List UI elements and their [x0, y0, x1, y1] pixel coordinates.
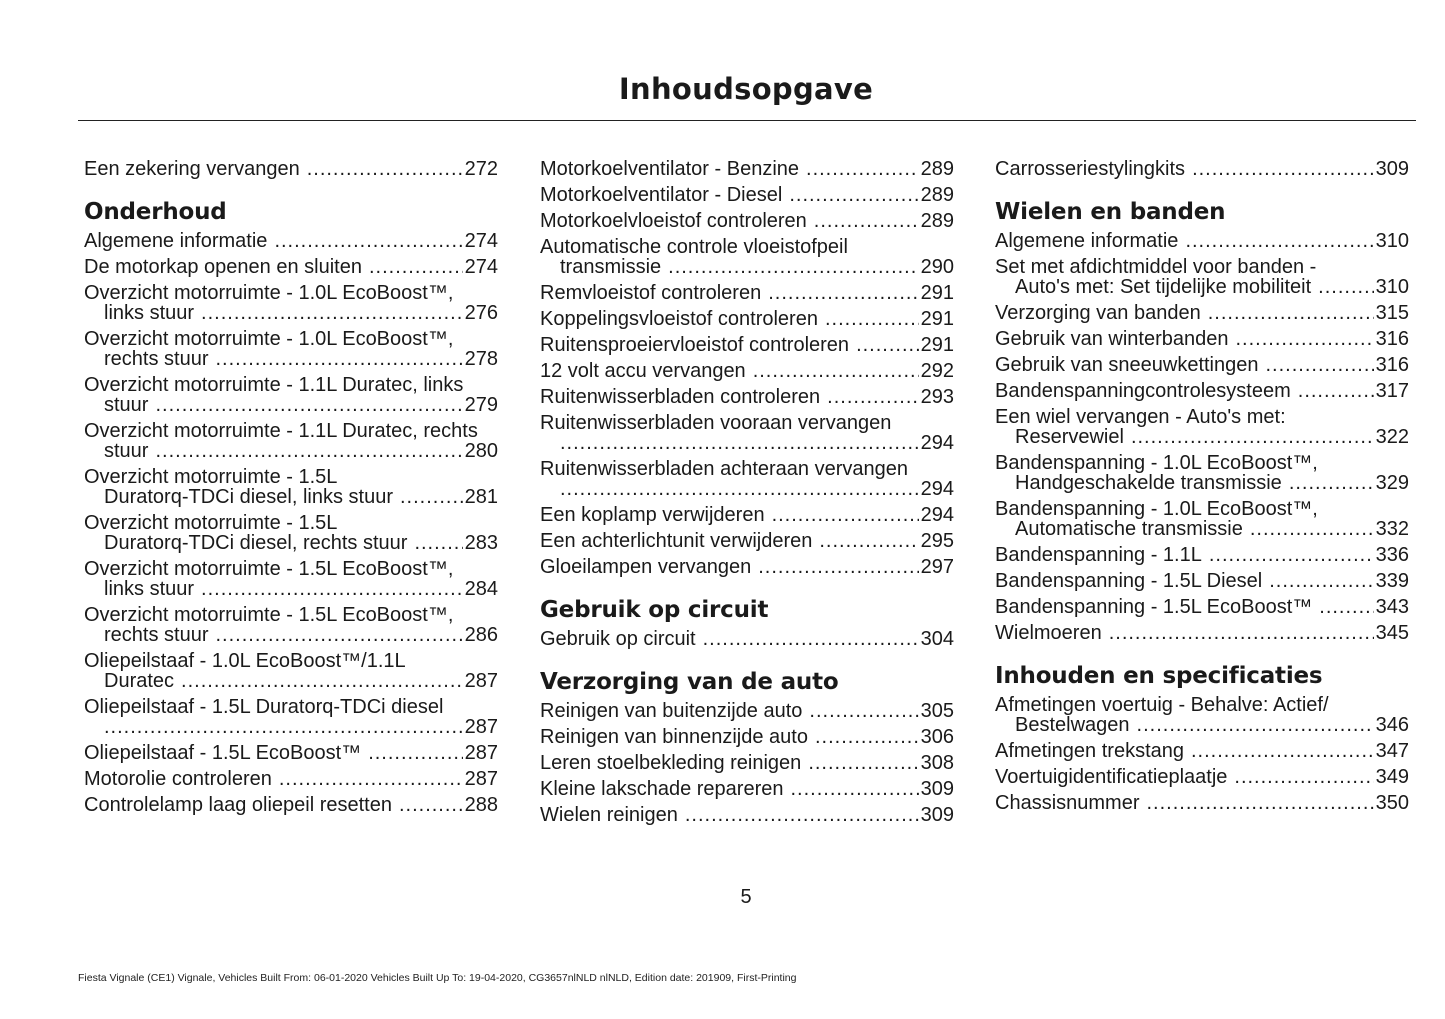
toc-entry-title: Overzicht motorruimte - 1.5L — [84, 466, 338, 488]
toc-entry-title: Oliepeilstaaf - 1.5L EcoBoost™ — [84, 742, 362, 764]
toc-entry-continuation — [84, 625, 498, 645]
toc-entry-title: Een achterlichtunit verwijderen — [540, 530, 813, 552]
dot-leader — [808, 753, 918, 773]
toc-entry-title: Voertuigidentificatieplaatje — [995, 766, 1228, 788]
toc-entry-page: 278 — [464, 348, 498, 370]
page-title: Inhoudsopgave — [618, 72, 874, 106]
dot-leader — [1234, 767, 1373, 787]
toc-entry[interactable] — [995, 355, 1409, 375]
toc-entry-title: Carrosseriestylingkits — [995, 158, 1186, 180]
toc-entry-continuation — [995, 715, 1409, 735]
toc-entry[interactable] — [540, 387, 954, 407]
dot-leader — [758, 557, 918, 577]
toc-entry-page: 289 — [920, 158, 954, 180]
toc-entry-page: 309 — [920, 778, 954, 800]
toc-entry[interactable] — [84, 513, 498, 553]
toc-entry-page: 317 — [1375, 380, 1409, 402]
toc-entry[interactable] — [84, 795, 498, 815]
toc-entry-page: 272 — [464, 158, 498, 180]
toc-entry[interactable] — [84, 257, 498, 277]
toc-entry-title-cont: links stuur — [104, 578, 195, 600]
toc-entry[interactable] — [84, 605, 498, 645]
toc-entry-page: 288 — [464, 794, 498, 816]
toc-entry-title-cont: Duratorq-TDCi diesel, links stuur — [104, 486, 393, 508]
dot-leader — [1208, 303, 1374, 323]
dot-leader — [856, 335, 919, 355]
section-heading: Gebruik op circuit — [540, 597, 769, 623]
dot-leader — [806, 159, 919, 179]
page-number: 5 — [740, 886, 752, 908]
toc-entry-page: 279 — [464, 394, 498, 416]
toc-entry-page: 287 — [464, 716, 498, 738]
dot-leader — [815, 727, 919, 747]
toc-entry[interactable] — [84, 559, 498, 599]
dot-leader — [201, 303, 463, 323]
toc-entry-page: 295 — [920, 530, 954, 552]
toc-entry-page: 287 — [464, 768, 498, 790]
dot-leader — [1191, 741, 1374, 761]
toc-entry[interactable] — [540, 459, 954, 499]
toc-entry-continuation — [84, 717, 498, 737]
toc-entry[interactable] — [540, 361, 954, 381]
dot-leader — [307, 159, 463, 179]
toc-entry-continuation — [84, 395, 498, 415]
dot-leader — [215, 625, 462, 645]
toc-entry[interactable] — [84, 231, 498, 251]
toc-entry-page: 274 — [464, 256, 498, 278]
toc-entry-title: Gloeilampen vervangen — [540, 556, 752, 578]
toc-entry[interactable] — [540, 283, 954, 303]
toc-entry-continuation — [84, 671, 498, 691]
toc-entry[interactable] — [84, 329, 498, 369]
toc-entry-page: 315 — [1375, 302, 1409, 324]
toc-entry-title: Overzicht motorruimte - 1.0L EcoBoost™, — [84, 282, 454, 304]
toc-entry-title: Reinigen van binnenzijde auto — [540, 726, 808, 748]
dot-leader — [809, 701, 918, 721]
toc-entry[interactable] — [540, 505, 954, 525]
toc-entry-page: 283 — [464, 532, 498, 554]
dot-leader — [368, 743, 462, 763]
toc-entry[interactable] — [995, 329, 1409, 349]
toc-entry-title: Controlelamp laag oliepeil resetten — [84, 794, 392, 816]
dot-leader — [703, 629, 919, 649]
dot-leader — [789, 185, 918, 205]
toc-entry[interactable] — [540, 237, 954, 277]
dot-leader — [1298, 381, 1374, 401]
toc-entry-page: 294 — [920, 432, 954, 454]
toc-entry[interactable] — [540, 335, 954, 355]
dot-leader — [1250, 519, 1374, 539]
toc-entry-title-cont: stuur — [104, 440, 149, 462]
toc-entry[interactable] — [995, 695, 1409, 735]
toc-entry-title: 12 volt accu vervangen — [540, 360, 746, 382]
toc-entry-continuation — [84, 533, 498, 553]
toc-entry-title: Overzicht motorruimte - 1.1L Duratec, rechts — [84, 420, 478, 442]
toc-entry-title: Kleine lakschade repareren — [540, 778, 784, 800]
toc-entry-page: 347 — [1375, 740, 1409, 762]
toc-entry-title: Een wiel vervangen - Auto's met: — [995, 406, 1286, 428]
toc-entry-page: 322 — [1375, 426, 1409, 448]
toc-entry-title: De motorkap openen en sluiten — [84, 256, 362, 278]
toc-entry-title-cont: rechts stuur — [104, 348, 209, 370]
toc-entry-page: 349 — [1375, 766, 1409, 788]
toc-entry-title: Koppelingsvloeistof controleren — [540, 308, 818, 330]
toc-entry-title-cont: Duratec — [104, 670, 175, 692]
toc-entry[interactable] — [540, 727, 954, 747]
toc-entry[interactable] — [84, 467, 498, 507]
toc-entry-page: 336 — [1375, 544, 1409, 566]
toc-entry-continuation — [84, 303, 498, 323]
toc-entry-title: Set met afdichtmiddel voor banden - — [995, 256, 1317, 278]
toc-entry-page: 329 — [1375, 472, 1409, 494]
toc-entry[interactable] — [540, 779, 954, 799]
toc-entry-title: Algemene informatie — [995, 230, 1179, 252]
toc-entry-page: 309 — [920, 804, 954, 826]
toc-entry-page: 306 — [920, 726, 954, 748]
dot-leader — [753, 361, 919, 381]
toc-entry-title-cont: Auto's met: Set tijdelijke mobiliteit — [1015, 276, 1312, 298]
toc-entry-title: Bandenspanningcontrolesysteem — [995, 380, 1291, 402]
toc-entry-page: 305 — [920, 700, 954, 722]
toc-entry-continuation — [84, 579, 498, 599]
toc-entry-page: 274 — [464, 230, 498, 252]
dot-leader — [1266, 355, 1374, 375]
dot-leader — [1209, 545, 1374, 565]
toc-entry-page: 281 — [464, 486, 498, 508]
toc-entry-title-cont: Automatische transmissie — [1015, 518, 1243, 540]
dot-leader — [414, 533, 462, 553]
toc-entry-title: Bandenspanning - 1.0L EcoBoost™, — [995, 498, 1318, 520]
toc-entry-page: 290 — [920, 256, 954, 278]
toc-entry[interactable] — [995, 545, 1409, 565]
toc-entry[interactable] — [995, 793, 1409, 813]
toc-entry-page: 309 — [1375, 158, 1409, 180]
toc-entry[interactable] — [995, 159, 1409, 179]
toc-entry[interactable] — [540, 753, 954, 773]
toc-entry-page: 346 — [1375, 714, 1409, 736]
toc-entry[interactable] — [995, 499, 1409, 539]
toc-entry-title: Verzorging van banden — [995, 302, 1201, 324]
toc-entry[interactable] — [540, 413, 954, 453]
toc-entry-title-cont: Bestelwagen — [1015, 714, 1130, 736]
toc-entry-title: Overzicht motorruimte - 1.1L Duratec, links — [84, 374, 464, 396]
toc-entry-continuation — [84, 441, 498, 461]
dot-leader — [791, 779, 919, 799]
toc-entry-title-cont: rechts stuur — [104, 624, 209, 646]
toc-column-2 — [540, 159, 954, 831]
toc-entry-title: Bandenspanning - 1.5L EcoBoost™ — [995, 596, 1313, 618]
toc-entry-title: Overzicht motorruimte - 1.5L — [84, 512, 338, 534]
dot-leader — [768, 283, 918, 303]
toc-entry-page: 310 — [1375, 230, 1409, 252]
dot-leader — [155, 441, 462, 461]
toc-entry[interactable] — [540, 309, 954, 329]
toc-entry[interactable] — [540, 185, 954, 205]
dot-leader — [1269, 571, 1373, 591]
dot-leader — [201, 579, 463, 599]
toc-entry-title: Wielen reinigen — [540, 804, 678, 826]
toc-entry-page: 284 — [464, 578, 498, 600]
toc-entry-page: 332 — [1375, 518, 1409, 540]
toc-entry-title: Overzicht motorruimte - 1.5L EcoBoost™, — [84, 558, 454, 580]
dot-leader — [274, 231, 462, 251]
toc-entry-title: Wielmoeren — [995, 622, 1102, 644]
dot-leader — [772, 505, 919, 525]
toc-entry[interactable] — [540, 629, 954, 649]
toc-entry-title: Een zekering vervangen — [84, 158, 300, 180]
dot-leader — [827, 387, 918, 407]
toc-entry-title: Oliepeilstaaf - 1.5L Duratorq-TDCi diesel — [84, 696, 444, 718]
toc-entry[interactable] — [540, 159, 954, 179]
toc-entry-page: 293 — [920, 386, 954, 408]
toc-entry[interactable] — [84, 769, 498, 789]
toc-entry-title: Motorkoelventilator - Diesel — [540, 184, 783, 206]
dot-leader — [1146, 793, 1373, 813]
dot-leader — [1137, 715, 1374, 735]
toc-entry[interactable] — [540, 701, 954, 721]
toc-entry-title: Bandenspanning - 1.5L Diesel — [995, 570, 1263, 592]
title-divider — [78, 120, 1416, 121]
toc-entry-continuation — [995, 519, 1409, 539]
toc-entry-title: Ruitenwisserbladen vooraan vervangen — [540, 412, 892, 434]
toc-entry[interactable] — [84, 421, 498, 461]
toc-entry[interactable] — [84, 159, 498, 179]
toc-column-1 — [84, 159, 498, 821]
toc-entry-title: Chassisnummer — [995, 792, 1140, 814]
toc-entry-page: 291 — [920, 308, 954, 330]
toc-entry-continuation — [995, 473, 1409, 493]
toc-entry[interactable] — [84, 651, 498, 691]
toc-entry-page: 297 — [920, 556, 954, 578]
dot-leader — [1235, 329, 1373, 349]
dot-leader — [560, 479, 919, 499]
toc-entry-title: Leren stoelbekleding reinigen — [540, 752, 802, 774]
toc-entry[interactable] — [995, 381, 1409, 401]
dot-leader — [215, 349, 462, 369]
toc-entry-title-cont: stuur — [104, 394, 149, 416]
dot-leader — [814, 211, 919, 231]
toc-entry[interactable] — [540, 211, 954, 231]
dot-leader — [1318, 277, 1373, 297]
toc-entry-page: 291 — [920, 282, 954, 304]
toc-entry-continuation — [84, 349, 498, 369]
toc-entry-title: Overzicht motorruimte - 1.5L EcoBoost™, — [84, 604, 454, 626]
toc-entry-title: Motorkoelventilator - Benzine — [540, 158, 800, 180]
section-heading: Verzorging van de auto — [540, 669, 839, 695]
toc-entry-page: 345 — [1375, 622, 1409, 644]
toc-entry-page: 316 — [1375, 328, 1409, 350]
toc-entry[interactable] — [995, 623, 1409, 643]
toc-entry-page: 310 — [1375, 276, 1409, 298]
toc-entry-title: Ruitenwisserbladen achteraan vervangen — [540, 458, 909, 480]
toc-entry-page: 276 — [464, 302, 498, 324]
toc-entry-page: 294 — [920, 478, 954, 500]
toc-entry-title-cont: Handgeschakelde transmissie — [1015, 472, 1282, 494]
dot-leader — [1185, 231, 1373, 251]
toc-entry-page: 292 — [920, 360, 954, 382]
toc-entry[interactable] — [995, 231, 1409, 251]
section-heading: Wielen en banden — [995, 199, 1226, 225]
toc-entry-continuation — [995, 427, 1409, 447]
dot-leader — [400, 487, 463, 507]
toc-entry[interactable] — [995, 303, 1409, 323]
toc-entry[interactable] — [995, 571, 1409, 591]
toc-entry[interactable] — [995, 597, 1409, 617]
toc-entry-page: 289 — [920, 210, 954, 232]
toc-entry-page: 289 — [920, 184, 954, 206]
toc-entry-title: Reinigen van buitenzijde auto — [540, 700, 803, 722]
toc-entry-continuation — [540, 257, 954, 277]
toc-entry-title: Afmetingen voertuig - Behalve: Actief/ — [995, 694, 1329, 716]
toc-entry-title: Gebruik van winterbanden — [995, 328, 1229, 350]
toc-entry-title: Remvloeistof controleren — [540, 282, 762, 304]
dot-leader — [825, 309, 919, 329]
dot-leader — [560, 433, 919, 453]
dot-leader — [1192, 159, 1374, 179]
toc-entry-page: 294 — [920, 504, 954, 526]
dot-leader — [369, 257, 463, 277]
dot-leader — [155, 395, 462, 415]
toc-column-3 — [995, 159, 1409, 819]
toc-entry-title: Gebruik van sneeuwkettingen — [995, 354, 1259, 376]
toc-entry-continuation — [540, 433, 954, 453]
toc-entry-page: 287 — [464, 742, 498, 764]
toc-entry-title: Algemene informatie — [84, 230, 268, 252]
dot-leader — [279, 769, 463, 789]
dot-leader — [1319, 597, 1373, 617]
toc-entry-title-cont: Duratorq-TDCi diesel, rechts stuur — [104, 532, 408, 554]
dot-leader — [104, 717, 463, 737]
toc-entry-title: Bandenspanning - 1.1L — [995, 544, 1202, 566]
toc-entry-continuation — [540, 479, 954, 499]
toc-entry-title: Motorkoelvloeistof controleren — [540, 210, 807, 232]
toc-entry-page: 286 — [464, 624, 498, 646]
toc-entry-page: 339 — [1375, 570, 1409, 592]
toc-entry-title: Bandenspanning - 1.0L EcoBoost™, — [995, 452, 1318, 474]
toc-entry-page: 304 — [920, 628, 954, 650]
section-heading: Onderhoud — [84, 199, 227, 225]
toc-entry-title: Afmetingen trekstang — [995, 740, 1184, 762]
dot-leader — [399, 795, 463, 815]
dot-leader — [1289, 473, 1374, 493]
toc-entry[interactable] — [84, 375, 498, 415]
dot-leader — [668, 257, 918, 277]
toc-entry[interactable] — [995, 453, 1409, 493]
toc-entry[interactable] — [995, 741, 1409, 761]
toc-entry-title: Gebruik op circuit — [540, 628, 696, 650]
toc-entry[interactable] — [995, 767, 1409, 787]
toc-entry-continuation — [84, 487, 498, 507]
toc-entry-title: Ruitenwisserbladen controleren — [540, 386, 821, 408]
dot-leader — [685, 805, 919, 825]
toc-entry-title: Oliepeilstaaf - 1.0L EcoBoost™/1.1L — [84, 650, 406, 672]
toc-entry-title: Automatische controle vloeistofpeil — [540, 236, 848, 258]
toc-entry-title-cont: transmissie — [560, 256, 662, 278]
toc-entry[interactable] — [540, 557, 954, 577]
dot-leader — [181, 671, 463, 691]
toc-entry-continuation — [995, 277, 1409, 297]
section-heading: Inhouden en specificaties — [995, 663, 1323, 689]
toc-entry[interactable] — [84, 697, 498, 737]
toc-entry-title-cont: Reservewiel — [1015, 426, 1124, 448]
toc-entry[interactable] — [540, 531, 954, 551]
toc-entry[interactable] — [84, 743, 498, 763]
dot-leader — [1109, 623, 1374, 643]
toc-entry[interactable] — [995, 407, 1409, 447]
toc-entry-title-cont: links stuur — [104, 302, 195, 324]
toc-entry-title: Ruitensproeiervloeistof controleren — [540, 334, 850, 356]
toc-entry[interactable] — [540, 805, 954, 825]
toc-entry-title: Een koplamp verwijderen — [540, 504, 765, 526]
dot-leader — [1131, 427, 1374, 447]
toc-entry-page: 291 — [920, 334, 954, 356]
toc-entry-title: Motorolie controleren — [84, 768, 272, 790]
toc-entry-page: 343 — [1375, 596, 1409, 618]
toc-entry-page: 308 — [920, 752, 954, 774]
footer-edition-info: Fiesta Vignale (CE1) Vignale, Vehicles Built From: 06-01-2020 Vehicles Built Up To: 19-04-2020, CG3657nlNLD nlNLD, Edition date: 201909, First-Printing — [78, 972, 797, 984]
dot-leader — [819, 531, 918, 551]
toc-entry[interactable] — [995, 257, 1409, 297]
toc-entry-page: 350 — [1375, 792, 1409, 814]
toc-entry-title: Overzicht motorruimte - 1.0L EcoBoost™, — [84, 328, 454, 350]
toc-entry-page: 280 — [464, 440, 498, 462]
toc-entry[interactable] — [84, 283, 498, 323]
toc-entry-page: 287 — [464, 670, 498, 692]
toc-entry-page: 316 — [1375, 354, 1409, 376]
